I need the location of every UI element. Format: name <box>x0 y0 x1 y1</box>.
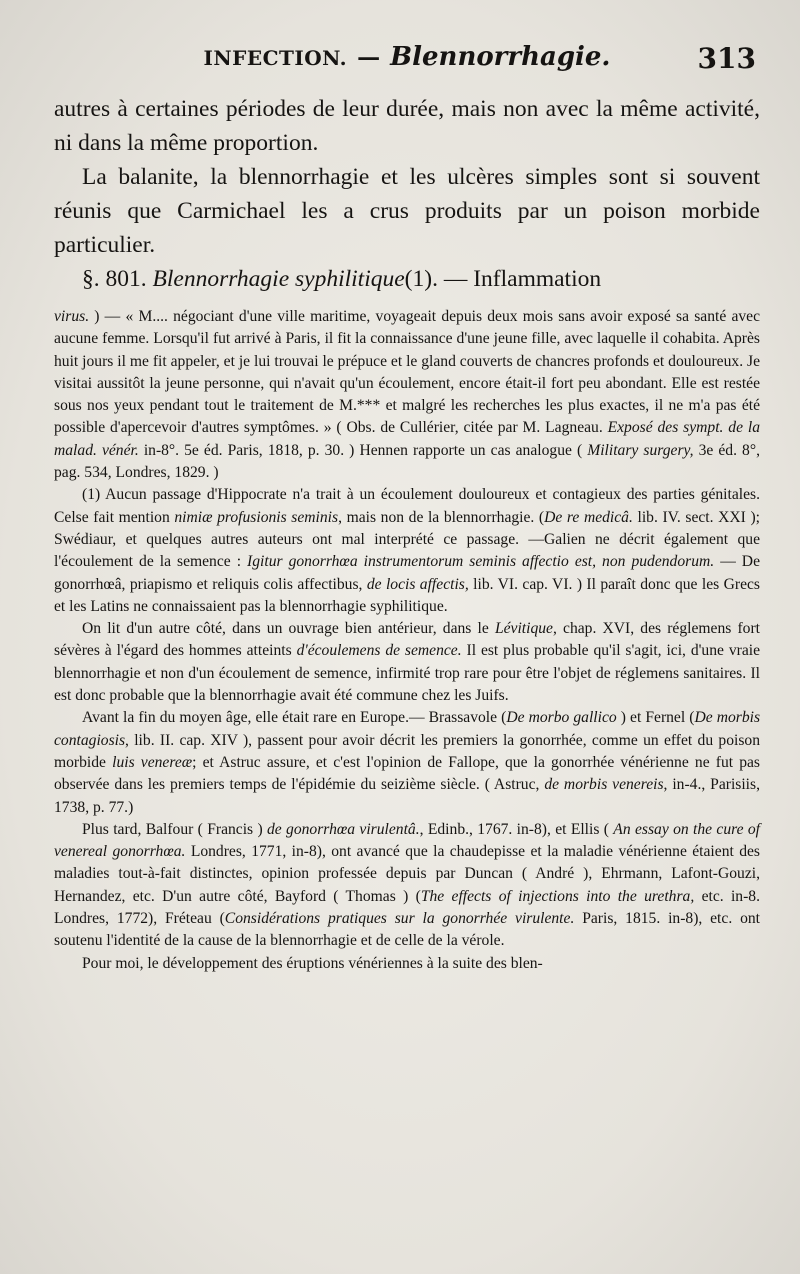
final-line: Pour moi, le développement des éruptions vénériennes à la suite des blen- <box>82 954 543 972</box>
page-number: 313 <box>697 42 756 75</box>
moyen-age-text-1: Avant la fin du moyen âge, elle était rare en Europe.— Brassavole ( <box>82 709 507 727</box>
footnote-text-4: — De gonorrhœâ, priapismo et reliquis colis affectibus, <box>54 553 760 593</box>
moyen-age-latin: luis venereæ <box>112 753 193 771</box>
section-number: §. 801. <box>82 266 147 292</box>
balfour-title-2: An essay on the cure of venereal gonorrhœa. <box>54 820 760 861</box>
header-section: INFECTION. <box>203 46 348 70</box>
balfour-title-4: Considérations pratiques sur la gonorrhée virulente. <box>224 910 575 928</box>
citation-title-military: Military surgery, <box>587 441 694 459</box>
moyen-age-text-5: , in-4., Parisiis, 1738, p. 77.) <box>54 776 760 816</box>
case-observation-paragraph <box>54 306 760 484</box>
moyen-age-paragraph <box>54 707 760 818</box>
balfour-title-1: de gonorrhœa virulentâ. <box>266 820 420 838</box>
footnote-text-1: (1) Aucun passage d'Hippocrate n'a trait à un écoulement douloureux et contagieux des parties génitales. Celse fait mention <box>54 486 760 526</box>
moyen-age-text-3: , lib. II. cap. XIV ), passent pour avoir décrit les premiers la gonorrhée, comme un effet du poison morbide <box>54 731 760 771</box>
levitique-italic: d'écoulemens de semence. <box>296 642 462 660</box>
footnote-text-3: lib. IV. sect. XXI ); Swédiaur, et quelques autres auteurs ont mal interprété ce passage. —Galien ne décrit également que l'écoulement de la semence : <box>54 508 760 571</box>
footnote-reference: (1). <box>404 266 438 292</box>
balanite-paragraph: La balanite, la blennorrhagie et les ulcères simples sont si souvent réunis que Carmichael les a crus produits par un poison morbide particulier. <box>54 164 760 258</box>
footnote-text-2: , mais non de la blennorrhagie. ( <box>338 508 545 526</box>
footnote <box>54 484 760 618</box>
footnote-latin-4: de locis affectis, <box>366 575 469 593</box>
footnote-latin-1: nimiæ profusionis seminis <box>174 508 339 526</box>
footnote-latin-3: Igitur gonorrhœa instrumentorum seminis affectio est, non pudendorum. <box>247 553 715 571</box>
header-subject: Blennorrhagie. <box>390 42 611 72</box>
levitique-paragraph <box>54 618 760 707</box>
balfour-text-3: Londres, 1771, in-8), ont avancé que la chaudepisse et la maladie vénérienne étaient des maladies tout-à-fait distinctes, opinion professée depuis par Duncan ( André ), Ehrmann, Lafont-Gouzi, Hernandez, etc. D'un autre côté, Bayford ( Thomas ) ( <box>54 843 760 905</box>
citation-title: Exposé des sympt. de la malad. vénér. <box>54 419 760 459</box>
moyen-age-text-2: ) et Fernel ( <box>620 709 695 727</box>
running-header <box>54 42 760 92</box>
continuation-paragraph: autres à certaines périodes de leur durée, mais non avec la même activité, ni dans la même proportion. <box>54 96 760 156</box>
balfour-text-2: , Edinb., 1767. in-8), et Ellis ( <box>419 820 609 838</box>
section-title: Blennorrhagie syphilitique <box>152 266 405 292</box>
moyen-age-title-2: De morbis contagiosis <box>54 709 761 749</box>
moyen-age-title-1: De morbo gallico <box>506 709 617 727</box>
citation-details-end: 3e éd. 8°, pag. 534, Londres, 1829. ) <box>54 441 760 482</box>
virus-word: virus. <box>54 308 90 325</box>
header-dash: — <box>357 44 381 71</box>
balfour-text-1: Plus tard, Balfour ( Francis ) <box>82 820 263 838</box>
citation-details: in-8°. 5e éd. Paris, 1818, p. 30. ) Hennen rapporte un cas analogue ( <box>143 441 583 459</box>
levitique-text-1: On lit d'un autre côté, dans un ouvrage bien antérieur, dans le <box>82 620 489 638</box>
moyen-age-title-3: de morbis venereis <box>544 776 664 794</box>
section-heading-continuation: — Inflammation <box>443 266 602 292</box>
section-heading <box>54 262 760 296</box>
balfour-text-4: etc. in-8. Londres, 1772), Fréteau ( <box>54 887 760 928</box>
balfour-text-5: Paris, 1815. in-8), etc. ont soutenu l'identité de la cause de la blennorrhagie et de celle de la vérole. <box>54 910 760 950</box>
footnote-text-5: lib. VI. cap. VI. ) Il paraît donc que les Grecs et les Latins ne connaissaient pas la blennorrhagie syphilitique. <box>54 575 760 615</box>
footnote-latin-2: De re medicâ. <box>544 508 633 526</box>
levitique-title: Lévitique <box>494 620 553 638</box>
balfour-title-3: The effects of injections into the urethra, <box>420 887 695 905</box>
observation-text: ) — « M.... négociant d'une ville maritime, voyageait depuis deux mois sans avoir exposé sa santé avec aucune femme. Lorsqu'il fut arrivé à Paris, il fit la connaissance d'une jeune fille, avec laquelle il cohabita. Après huit jours il me fit appeler, et je lui trouvai le prépuce et le gland couverts de chancres profonds et douloureux. Je visitai aussitôt la jeune personne, qui n'avait qu'un écoulement, encore était-il fort peu abondant. Elle est restée sous nos yeux pendant tout le traitement de M.*** et malgré les recherches les plus exactes, il ne m'a pas été possible d'apercevoir d'autres symptômes. » ( Obs. de Cullérier, citée par M. Lagneau. <box>54 308 760 437</box>
balfour-paragraph <box>54 819 760 953</box>
levitique-text-3: Il est plus probable qu'il s'agit, ici, d'une vraie blennorrhagie et non d'un écoulement de semence, infirmité trop rare pour être l'objet de réglemens sanitaires. Il est donc probable que la blennorrhagie avait été commune chez les Juifs. <box>54 642 760 705</box>
levitique-text-2: , chap. XVI, des réglemens fort sévères à l'égard des hommes atteints <box>54 620 760 660</box>
moyen-age-text-4: ; et Astruc assure, et c'est l'opinion de Fallope, que la gonorrhée vénérienne ne fut pas observée dans les premiers temps de l'épidémie du seizième siècle. ( Astruc, <box>54 753 760 794</box>
